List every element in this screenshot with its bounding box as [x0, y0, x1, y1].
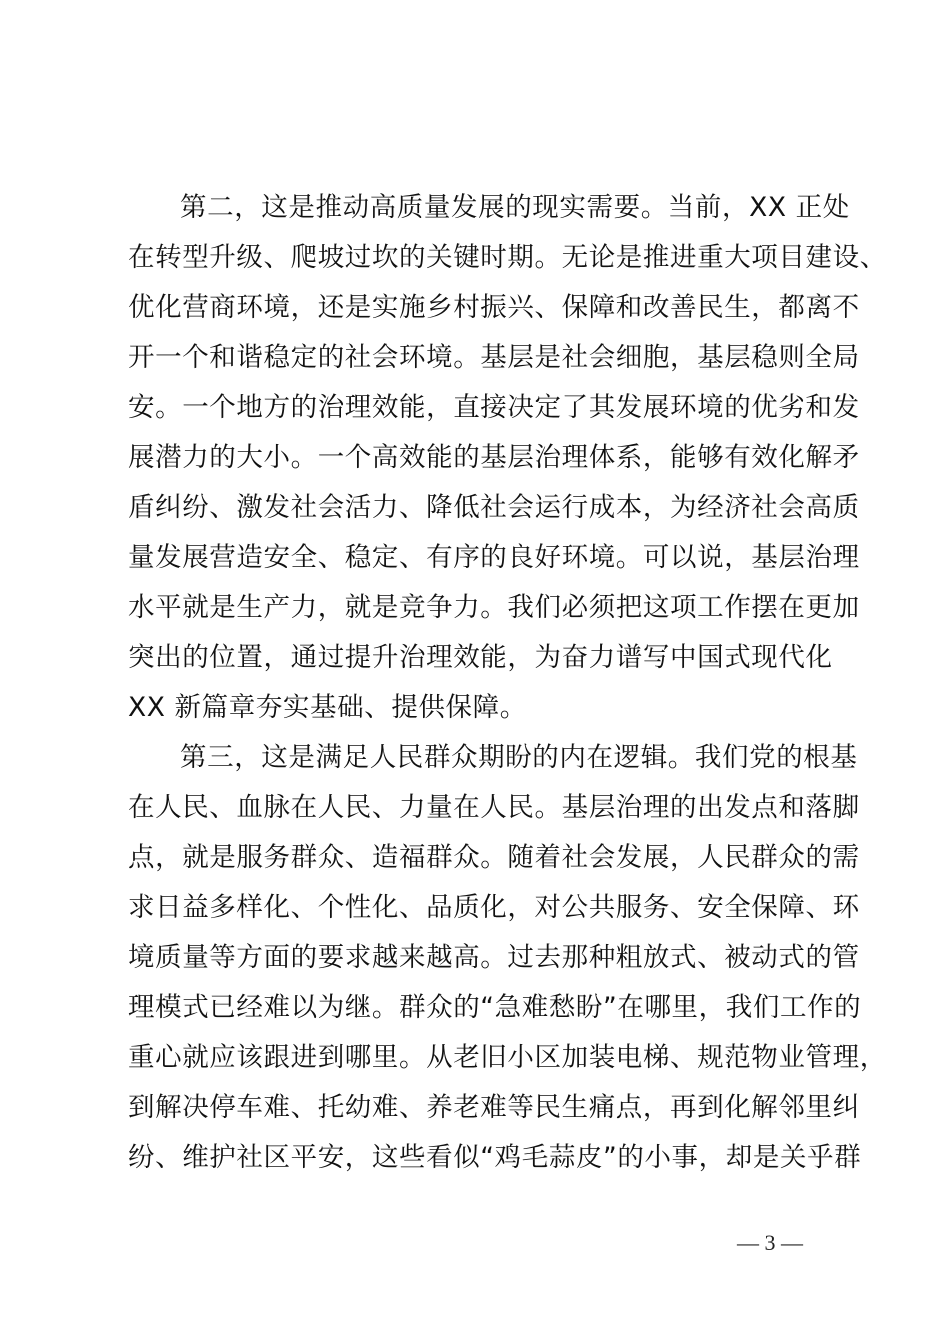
paragraph-1-line-8: 量发展营造安全、稳定、有序的良好环境。可以说，基层治理 — [128, 542, 860, 573]
paragraph-2-line-8: 到解决停车难、托幼难、养老难等民生痛点，再到化解邻里纠 — [128, 1092, 860, 1123]
paragraph-2-line-9: 纷、维护社区平安，这些看似“鸡毛蒜皮”的小事，却是关乎群 — [128, 1142, 862, 1173]
paragraph-1-line-3: 优化营商环境，还是实施乡村振兴、保障和改善民生，都离不 — [128, 292, 860, 323]
paragraph-2-line-6: 理模式已经难以为继。群众的“急难愁盼”在哪里，我们工作的 — [128, 992, 862, 1023]
paragraph-2-line-7: 重心就应该跟进到哪里。从老旧小区加装电梯、规范物业管理， — [128, 1042, 887, 1073]
paragraph-2-line-1: 第三，这是满足人民群众期盼的内在逻辑。我们党的根基 — [180, 742, 858, 773]
paragraph-2-line-2: 在人民、血脉在人民、力量在人民。基层治理的出发点和落脚 — [128, 792, 860, 823]
paragraph-1-line-6: 展潜力的大小。一个高效能的基层治理体系，能够有效化解矛 — [128, 442, 860, 473]
paragraph-1-line-10: 突出的位置，通过提升治理效能，为奋力谱写中国式现代化 — [128, 642, 833, 673]
paragraph-1-line-9: 水平就是生产力，就是竞争力。我们必须把这项工作摆在更加 — [128, 592, 860, 623]
paragraph-1-line-5: 安。一个地方的治理效能，直接决定了其发展环境的优劣和发 — [128, 392, 860, 423]
paragraph-1-line-2: 在转型升级、爬坡过坎的关键时期。无论是推进重大项目建设、 — [128, 242, 887, 273]
paragraph-1-line-7: 盾纠纷、激发社会活力、降低社会运行成本，为经济社会高质 — [128, 492, 860, 523]
body-text — [128, 183, 887, 1183]
paragraph-1-line-1: 第二，这是推动高质量发展的现实需要。当前，XX 正处 — [180, 192, 850, 223]
paragraph-2-line-5: 境质量等方面的要求越来越高。过去那种粗放式、被动式的管 — [128, 942, 860, 973]
page-number: — 3 — — [737, 1230, 803, 1255]
paragraph-1-line-11: XX 新篇章夯实基础、提供保障。 — [128, 692, 527, 723]
paragraph-1-line-4: 开一个和谐稳定的社会环境。基层是社会细胞，基层稳则全局 — [128, 342, 860, 373]
paragraph-2-line-3: 点，就是服务群众、造福群众。随着社会发展，人民群众的需 — [128, 842, 860, 873]
paragraph-2-line-4: 求日益多样化、个性化、品质化，对公共服务、安全保障、环 — [128, 892, 860, 923]
